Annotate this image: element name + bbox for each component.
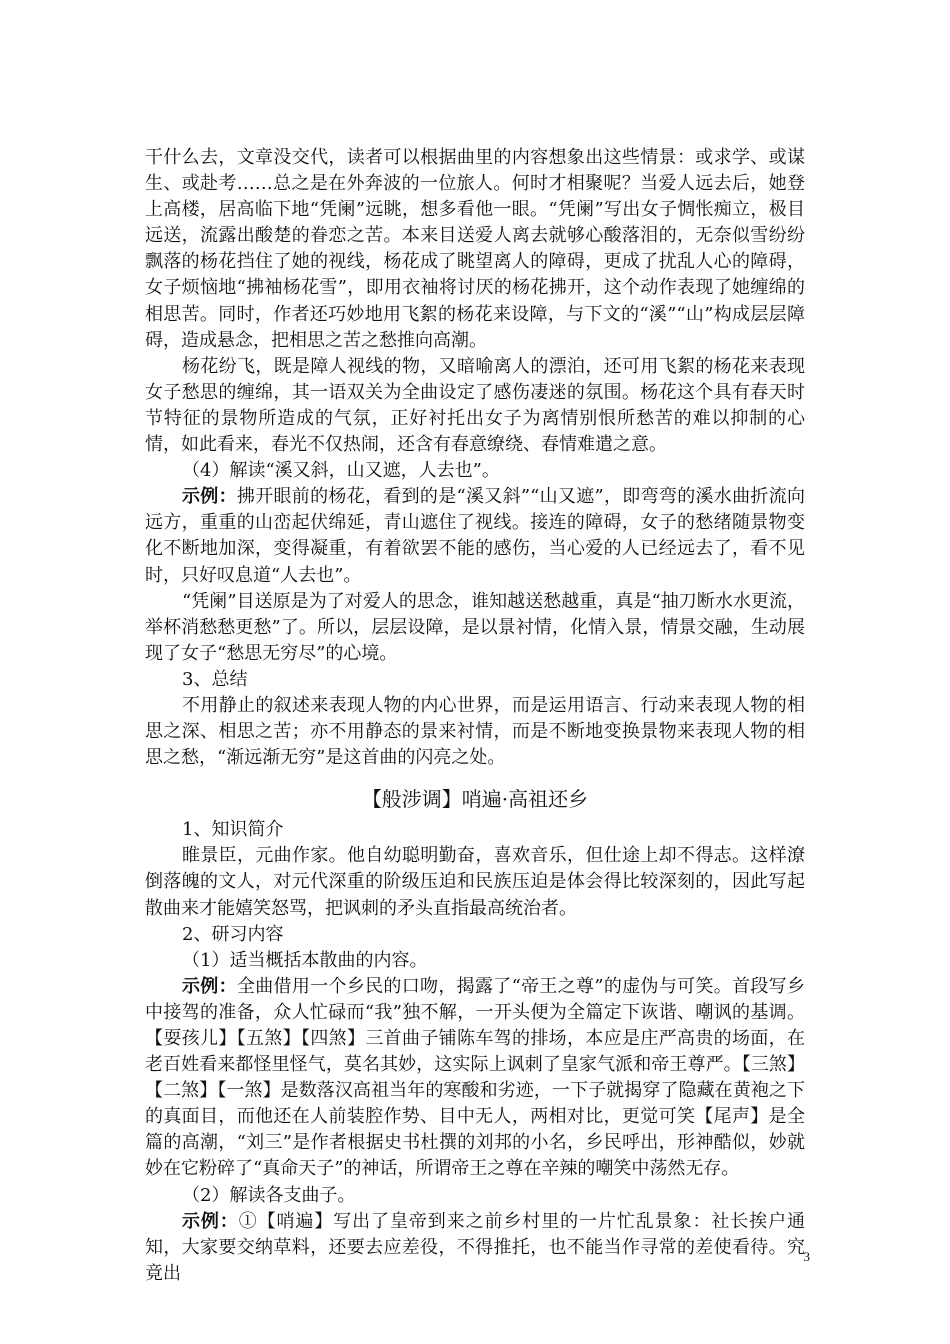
example-text: 全曲借用一个乡民的口吻，揭露了“帝王之尊”的虚伪与可笑。首段写乡中接驾的准备，众人忙碌而“我”独不解，一开头便为全篇定下诙谐、嘲讽的基调。【耍孩儿】【五煞】【四煞】三首曲子铺陈车驾的排场，本应是庄严高贵的场面，在老百姓看来都怪里怪气，莫名其妙，这实际上讽刺了皇家气派和帝王尊严。【三煞】【二煞】【一煞】是数落汉高祖当年的寒酸和劣迹，一下子就揭穿了隐藏在黄袍之下的真面目，而他还在人前装腔作势、目中无人，两相对比，更觉可笑【尾声】是全篇的高潮，“刘三”是作者根据史书杜撰的刘邦的小名，乡民呼出，形神酷似，妙就妙在它粉碎了“真命天子”的神话，所谓帝王之尊在辛辣的嘲笑中荡然无存。 <box>145 975 805 1180</box>
question-2: （2）解读各支曲子。 <box>182 1184 356 1206</box>
example-label: 示例： <box>182 486 237 508</box>
heading-summary: 3、总结 <box>182 668 248 690</box>
example-label: 示例： <box>182 1210 239 1232</box>
example-text: ①【哨遍】写出了皇帝到来之前乡村里的一片忙乱景象：社长挨户通知，大家要交纳草料，还要去应差役，不得推托，也不能当作寻常的差使看待。究竟出 <box>145 1210 805 1284</box>
question-1: （1）适当概括本散曲的内容。 <box>182 949 428 971</box>
example-answer-2 <box>145 1209 805 1287</box>
page-number: 3 <box>803 1249 810 1264</box>
question-4: （4）解读“溪又斜，山又遮，人去也”。 <box>182 460 500 482</box>
section-title: 【般涉调】哨遍·高祖还乡 <box>361 787 589 812</box>
heading-study-content: 2、研习内容 <box>182 923 284 945</box>
paragraph-summary: 不用静止的叙述来表现人物的内心世界，而是运用语言、行动来表现人物的相思之深、相思之苦；亦不用静态的景来衬情，而是不断地变换景物来表现人物的相思之愁，“渐远渐无穷”是这首曲的闪亮之处。 <box>145 694 805 769</box>
paragraph-author: 睢景臣，元曲作家。他自幼聪明勤奋，喜欢音乐，但仕途上却不得志。这样潦倒落魄的文人，对元代深重的阶级压迫和民族压迫是体会得比较深刻的，因此写起散曲来才能嬉笑怒骂，把讽刺的矛头直指最高统治者。 <box>145 845 805 919</box>
page-content <box>145 145 805 1287</box>
paragraph-analysis-continued: 干什么去，文章没交代，读者可以根据曲里的内容想象出这些情景：或求学、或谋生、或赴考……总之是在外奔波的一位旅人。何时才相聚呢？当爱人远去后，她登上高楼，居高临下地“凭阑”远眺，想多看他一眼。“凭阑”写出女子惆怅痴立，极目远送，流露出酸楚的眷恋之苦。本来目送爱人离去就够心酸落泪的，无奈似雪纷纷飘落的杨花挡住了她的视线，杨花成了眺望离人的障碍，更成了扰乱人心的障碍，女子烦恼地“拂袖杨花雪”，即用衣袖将讨厌的杨花拂开，这个动作表现了她缠绵的相思苦。同时，作者还巧妙地用飞絮的杨花来设障，与下文的“溪”“山”构成层层障碍，造成悬念，把相思之苦之愁推向高潮。 <box>145 147 805 351</box>
paragraph-pinglan: “凭阑”目送原是为了对爱人的思念，谁知越送愁越重，真是“抽刀断水水更流，举杯消愁愁更愁”了。所以，层层设障，是以景衬情，化情入景，情景交融，生动展现了女子“愁思无穷尽”的心境。 <box>145 590 805 664</box>
example-answer-1 <box>145 974 805 1183</box>
example-label: 示例： <box>182 975 237 997</box>
example-text: 拂开眼前的杨花，看到的是“溪又斜”“山又遮”，即弯弯的溪水曲折流向远方，重重的山峦起伏绵延，青山遮住了视线。接连的障碍，女子的愁绪随景物变化不断地加深，变得凝重，有着欲罢不能的感伤，当心爱的人已经远去了，看不见时，只好叹息道“人去也”。 <box>145 486 806 586</box>
heading-introduction: 1、知识简介 <box>182 819 284 841</box>
example-answer-4 <box>145 484 805 588</box>
paragraph-willow-catkin: 杨花纷飞，既是障人视线的物，又暗喻离人的漂泊，还可用飞絮的杨花来表现女子愁思的缠绵，其一语双关为全曲设定了感伤凄迷的氛围。杨花这个具有春天时节特征的景物所造成的气氛，正好衬托出女子为离情别恨所愁苦的难以抑制的心情，如此看来，春光不仅热闹，还含有春意缭绕、春情难遣之意。 <box>145 355 805 456</box>
